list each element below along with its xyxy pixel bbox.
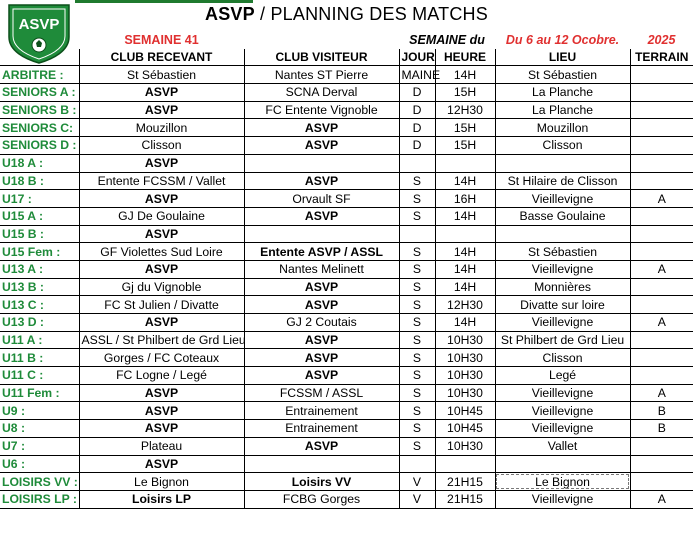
table-row [0,278,693,296]
home-club-cell: ASVP [79,154,244,172]
away-club-cell: ASVP [244,278,399,296]
away-club-cell: ASVP [244,331,399,349]
pitch-cell [630,207,693,225]
time-cell: 14H [435,314,495,332]
day-cell [399,154,435,172]
category-cell: U11 B : [0,349,79,367]
page-title [0,4,693,25]
venue-cell: Clisson [495,137,630,155]
pitch-cell [630,101,693,119]
category-cell: U15 B : [0,225,79,243]
time-cell: 10H30 [435,367,495,385]
table-row [0,154,693,172]
time-cell: 10H45 [435,402,495,420]
away-club-cell [244,225,399,243]
venue-cell: Vieillevigne [495,402,630,420]
time-cell: 14H [435,66,495,84]
category-cell: U8 : [0,420,79,438]
venue-cell: Vallet [495,437,630,455]
table-row [0,367,693,385]
pitch-cell: A [630,490,693,508]
category-cell: U13 C : [0,296,79,314]
table-row [0,384,693,402]
day-cell: V [399,473,435,491]
home-club-cell: ASSL / St Philbert de Grd Lieu [79,331,244,349]
away-club-cell: Entrainement [244,402,399,420]
home-club-cell: ASVP [79,384,244,402]
day-cell: S [399,172,435,190]
time-cell: 10H30 [435,437,495,455]
category-cell: U15 Fem : [0,243,79,261]
time-cell: 12H30 [435,101,495,119]
venue-cell: Vieillevigne [495,260,630,278]
home-club-cell: FC St Julien / Divatte [79,296,244,314]
away-club-cell: ASVP [244,296,399,314]
day-cell: S [399,296,435,314]
col-jour: JOUR [399,49,435,66]
time-cell: 15H [435,84,495,102]
venue-cell [495,225,630,243]
day-cell: S [399,331,435,349]
pitch-cell [630,154,693,172]
time-cell: 14H [435,260,495,278]
table-row [0,101,693,119]
home-club-cell: ASVP [79,84,244,102]
home-club-cell: GJ De Goulaine [79,207,244,225]
category-cell: SENIORS A : [0,84,79,102]
home-club-cell: GF Violettes Sud Loire [79,243,244,261]
home-club-cell: ASVP [79,402,244,420]
pitch-cell [630,296,693,314]
table-row [0,331,693,349]
time-cell: 14H [435,278,495,296]
col-visiteur: CLUB VISITEUR [244,49,399,66]
category-cell: U17 : [0,190,79,208]
home-club-cell: ASVP [79,455,244,473]
category-cell: U13 A : [0,260,79,278]
venue-cell: Basse Goulaine [495,207,630,225]
day-cell: S [399,384,435,402]
category-cell: U11 C : [0,367,79,385]
col-recevant: CLUB RECEVANT [79,49,244,66]
time-cell: 14H [435,207,495,225]
table-row [0,314,693,332]
table-row [0,243,693,261]
away-club-cell: Nantes ST Pierre [244,66,399,84]
time-cell: 14H [435,243,495,261]
pitch-cell [630,243,693,261]
time-cell: 21H15 [435,473,495,491]
pitch-cell [630,137,693,155]
away-club-cell: ASVP [244,349,399,367]
category-cell: U18 A : [0,154,79,172]
home-club-cell: Gj du Vignoble [79,278,244,296]
day-cell [399,225,435,243]
away-club-cell: ASVP [244,207,399,225]
day-cell: D [399,119,435,137]
pitch-cell [630,84,693,102]
title-brand: ASVP [205,4,255,24]
semaine-du: SEMAINE du [409,33,485,48]
day-cell: S [399,260,435,278]
time-cell: 10H30 [435,331,495,349]
away-club-cell: Entrainement [244,420,399,438]
table-row [0,349,693,367]
away-club-cell: FC Entente Vignoble [244,101,399,119]
category-cell: LOISIRS VV : [2,474,78,489]
table-row [0,66,693,84]
week-row [0,32,693,49]
day-cell: V [399,490,435,508]
time-cell: 10H30 [435,384,495,402]
table-row [0,455,693,473]
pitch-cell [630,455,693,473]
venue-cell: Mouzillon [495,119,630,137]
away-club-cell: SCNA Derval [244,84,399,102]
category-cell: U9 : [0,402,79,420]
category-cell: SENIORS B : [0,101,79,119]
pitch-cell [630,367,693,385]
col-lieu: LIEU [495,49,630,66]
away-club-cell: ASVP [244,367,399,385]
day-cell: D [399,84,435,102]
pitch-cell [630,437,693,455]
table-row [0,420,693,438]
category-cell: U7 : [0,437,79,455]
time-cell: 14H [435,172,495,190]
pitch-cell [630,172,693,190]
day-cell: S [399,402,435,420]
category-cell: U18 B : [0,172,79,190]
pitch-cell: B [630,420,693,438]
venue-cell: St Sébastien [495,66,630,84]
time-cell: 10H45 [435,420,495,438]
category-cell: ARBITRE : [0,66,79,84]
time-cell [435,154,495,172]
day-cell: S [399,243,435,261]
away-club-cell: Entente ASVP / ASSL [244,243,399,261]
venue-cell: St Sébastien [495,243,630,261]
pitch-cell [630,225,693,243]
day-cell: S [399,314,435,332]
home-club-cell: St Sébastien [79,66,244,84]
venue-cell: Vieillevigne [495,490,630,508]
day-cell: S [399,349,435,367]
pitch-cell [630,119,693,137]
away-club-cell: GJ 2 Coutais [244,314,399,332]
day-cell: D [399,137,435,155]
col-heure: HEURE [435,49,495,66]
venue-cell: Vieillevigne [495,314,630,332]
time-cell [435,225,495,243]
day-cell: S [399,437,435,455]
away-club-cell: ASVP [244,119,399,137]
category-cell: U13 D : [0,314,79,332]
away-club-cell: ASVP [244,437,399,455]
logo-text: ASVP [18,16,60,33]
pitch-cell: B [630,402,693,420]
pitch-cell [630,331,693,349]
venue-cell: Vieillevigne [495,384,630,402]
time-cell: 15H [435,119,495,137]
semaine-label: SEMAINE 41 [124,33,199,48]
venue-cell: Monnières [495,278,630,296]
away-club-cell: Orvault SF [244,190,399,208]
day-cell: S [399,190,435,208]
table-row [0,225,693,243]
pitch-cell [630,473,693,491]
venue-cell [495,455,630,473]
table-row [0,437,693,455]
venue-cell: La Planche [495,101,630,119]
table-row [0,190,693,208]
away-club-cell: FCBG Gorges [244,490,399,508]
season-year: 2025 [647,33,676,48]
day-cell [399,455,435,473]
time-cell: 12H30 [435,296,495,314]
time-cell: 15H [435,137,495,155]
home-club-cell: ASVP [79,101,244,119]
venue-cell: Divatte sur loire [495,296,630,314]
table-row [0,84,693,102]
pitch-cell [630,66,693,84]
table-row [0,490,693,508]
category-cell: SENIORS D : [0,137,79,155]
category-cell: U6 : [0,455,79,473]
table-row [0,296,693,314]
pitch-cell [630,278,693,296]
venue-cell: Clisson [495,349,630,367]
match-rows [0,66,693,508]
venue-cell: La Planche [495,84,630,102]
category-cell: U11 Fem : [0,384,79,402]
venue-cell: St Philbert de Grd Lieu [495,331,630,349]
pitch-cell: A [630,314,693,332]
day-cell: S [399,207,435,225]
category-cell: SENIORS C: [0,119,79,137]
time-cell: 16H [435,190,495,208]
home-club-cell: FC Logne / Legé [79,367,244,385]
table-row [0,260,693,278]
home-club-cell: Mouzillon [79,119,244,137]
pitch-cell: A [630,260,693,278]
home-club-cell: Plateau [79,437,244,455]
table-row [0,119,693,137]
away-club-cell [244,455,399,473]
date-range: Du 6 au 12 Ocobre. [505,33,620,48]
time-cell [435,455,495,473]
col-terrain: TERRAIN [630,49,693,66]
away-club-cell: Nantes Melinett [244,260,399,278]
venue-cell: Vieillevigne [495,190,630,208]
home-club-cell: Le Bignon [79,473,244,491]
away-club-cell: FCSSM / ASSL [244,384,399,402]
category-cell: U15 A : [0,207,79,225]
home-club-cell: ASVP [79,190,244,208]
time-cell: 10H30 [435,349,495,367]
table-row [0,473,693,491]
day-cell: D [399,101,435,119]
home-club-cell: Loisirs LP [79,490,244,508]
away-club-cell: ASVP [244,137,399,155]
away-club-cell: ASVP [244,172,399,190]
home-club-cell: Gorges / FC Coteaux [79,349,244,367]
day-cell: MAINE [399,66,435,84]
day-cell: S [399,367,435,385]
home-club-cell: ASVP [79,420,244,438]
day-cell: S [399,420,435,438]
table-row [0,402,693,420]
category-cell: LOISIRS LP : [0,490,79,508]
pitch-cell: A [630,384,693,402]
day-cell: S [399,278,435,296]
pitch-cell: A [630,190,693,208]
home-club-cell: ASVP [79,225,244,243]
table-row [0,172,693,190]
venue-cell: Vieillevigne [495,420,630,438]
home-club-cell: ASVP [79,260,244,278]
pitch-cell [630,349,693,367]
home-club-cell: ASVP [79,314,244,332]
time-cell: 21H15 [435,490,495,508]
away-club-cell: Loisirs VV [244,473,399,491]
planning-table [0,32,693,509]
category-cell: U13 B : [0,278,79,296]
venue-cell: St Hilaire de Clisson [495,172,630,190]
column-headers [0,49,693,66]
home-club-cell: Clisson [79,137,244,155]
venue-cell [495,154,630,172]
home-club-cell: Entente FCSSM / Vallet [79,172,244,190]
category-cell: U11 A : [0,331,79,349]
header-green-bar [75,0,253,3]
venue-cell: Le Bignon [495,473,630,491]
venue-cell: Legé [495,367,630,385]
table-row [0,137,693,155]
title-rest: / PLANNING DES MATCHS [254,4,488,24]
away-club-cell [244,154,399,172]
table-row [0,207,693,225]
